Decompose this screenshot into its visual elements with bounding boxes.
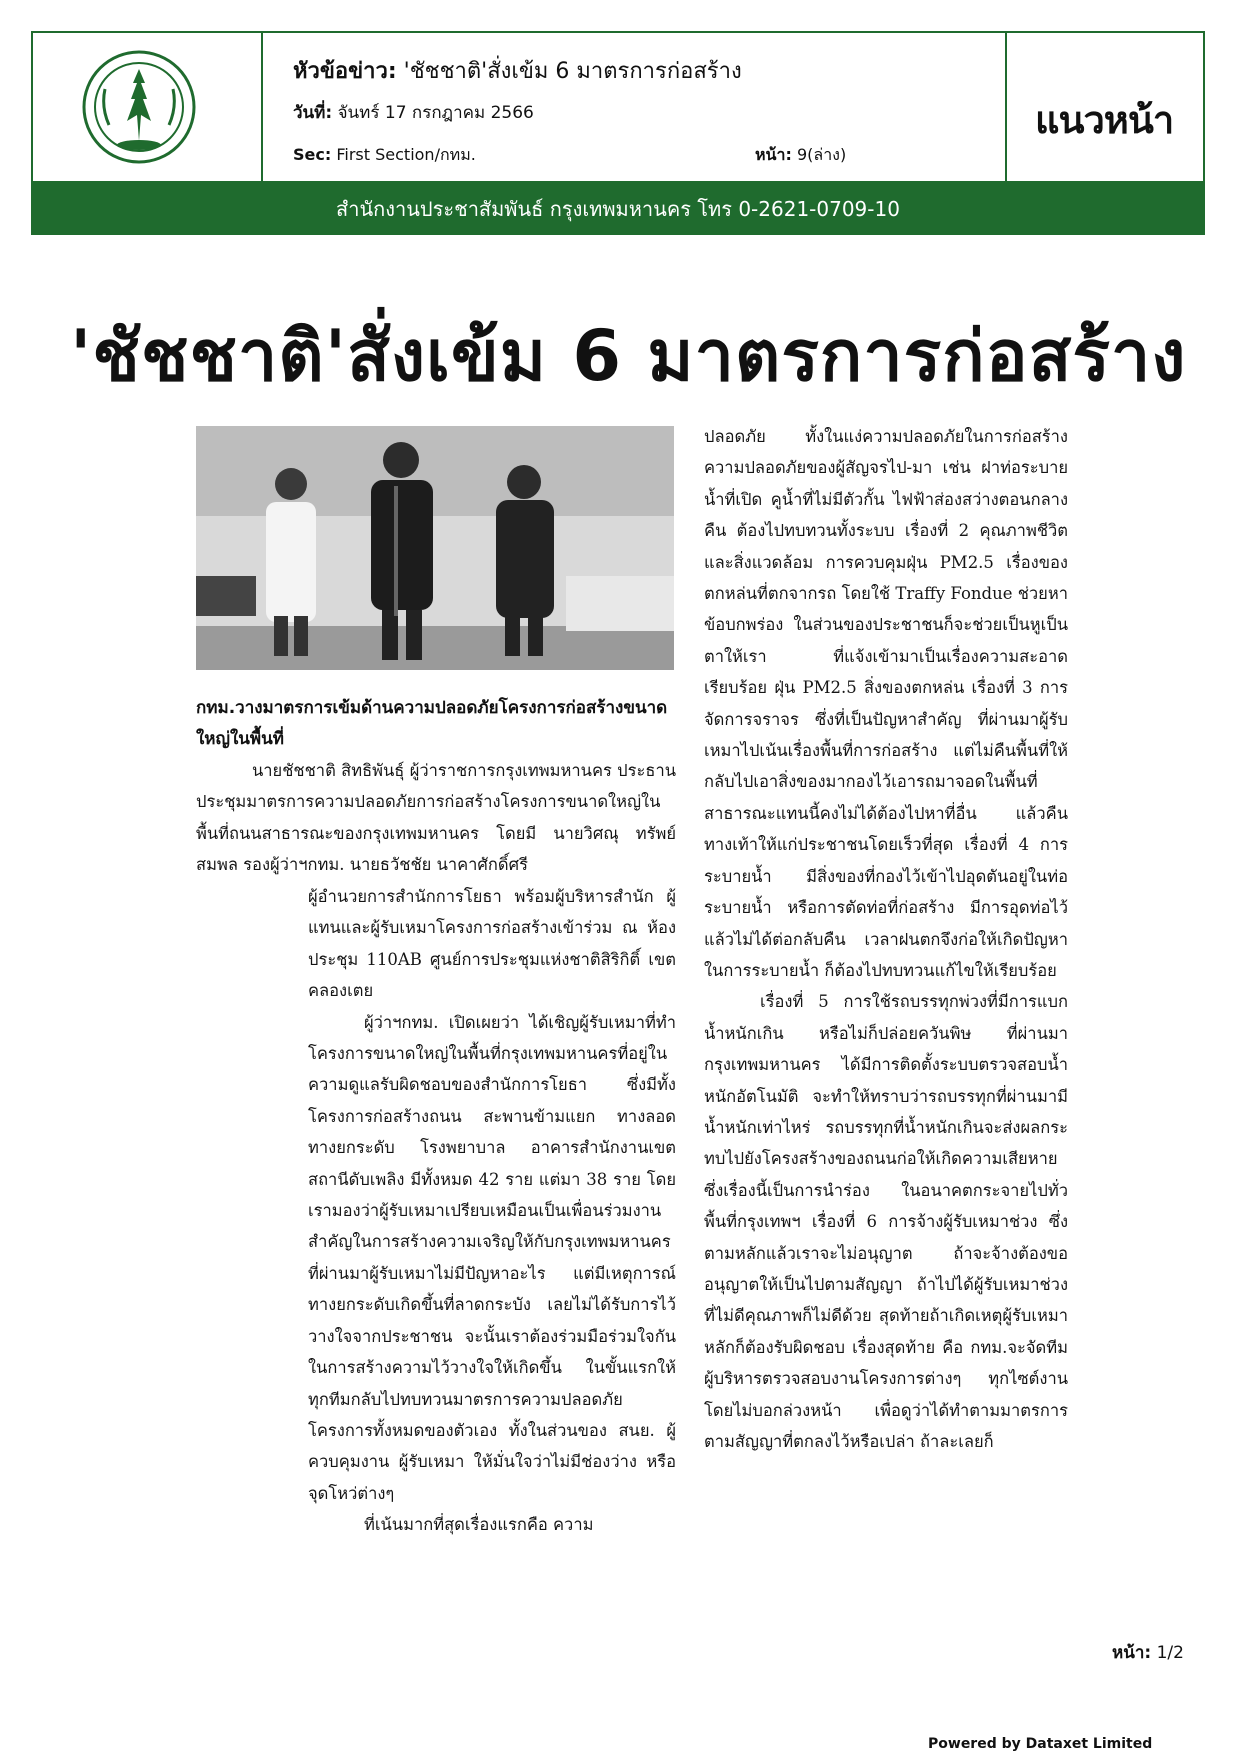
article-paragraph: ปลอดภัย ทั้งในแง่ความปลอดภัยในการก่อสร้าง ความปลอดภัยของผู้สัญจรไป-มา เช่น ฝาท่อระบายน้ำที่เปิด คูน้ำที่ไม่มีตัวกั้น ไฟฟ้าส่องสว่างตอนกลางคืน ต้องไปทบทวนทั้งระบบ เรื่องที่ 2 คุณภาพชีวิตและสิ่งแวดล้อม การควบคุมฝุ่น PM2.5 เรื่องของตกหล่นที่ตกจากรถ โดยใช้ Traffy Fondue ช่วยหาข้อบกพร่อง ในส่วนของประชาชนก็จะช่วยเป็นหูเป็นตาให้เรา ที่แจ้งเข้ามาเป็นเรื่องความสะอาดเรียบร้อย ฝุ่น PM2.5 สิ่งของตกหล่น เรื่องที่ 3 การจัดการจราจร ซึ่งที่เป็นปัญหาสำคัญ ที่ผ่านมาผู้รับเหมาไปเน้นเรื่องพื้นที่การก่อสร้าง แต่ไม่คืนพื้นที่ให้ กลับไปเอาสิ่งของมากองไว้เอารถมาจอดในพื้นที่สาธารณะแทนนี้คงไม่ได้ต้องไปหาที่อื่น แล้วคืนทางเท้าให้แก่ประชาชนโดยเร็วที่สุด เรื่องที่ 4 การระบายน้ำ มีสิ่งของที่กองไว้เข้าไปอุดตันอยู่ในท่อระบายน้ำ หรือการตัดท่อที่ก่อสร้าง มีการอุดท่อไว้แล้วไม่ได้ต่อกลับคืน เวลาฝนตกจึงก่อให้เกิดปัญหาในการระบายน้ำ ก็ต้องไปทบทวนแก้ไขให้เรียบร้อย: [704, 427, 1068, 980]
article-paragraph: เรื่องที่ 5 การใช้รถบรรทุกพ่วงที่มีการแบกน้ำหนักเกิน หรือไม่ก็ปล่อยควันพิษ ที่ผ่านมากรุงเทพมหานคร ได้มีการติดตั้งระบบตรวจสอบน้ำหนักอัตโนมัติ จะทำให้ทราบว่ารถบรรทุกที่ผ่านมามีน้ำหนักเท่าไหร่ รถบรรทุกที่น้ำหนักเกินจะส่งผลกระทบไปยังโครงสร้างของถนนก่อให้เกิดความเสียหาย ซึ่งเรื่องนี้เป็นการนำร่อง ในอนาคตกระจายไปทั่วพื้นที่กรุงเทพฯ เรื่องที่ 6 การจ้างผู้รับเหมาช่วง ซึ่งตามหลักแล้วเราจะไม่อนุญาต ถ้าจะจ้างต้องขออนุญาตให้เป็นไปตามสัญญา ถ้าไปได้ผู้รับเหมาช่วงที่ไม่ดีคุณภาพก็ไม่ดีด้วย สุดท้ายถ้าเกิดเหตุผู้รับเหมาหลักก็ต้องรับผิดชอบ เรื่องสุดท้าย คือ กทม.จะจัดทีมผู้บริหารตรวจสอบงานโครงการต่างๆ ทุกไซต์งาน โดยไม่บอกล่วงหน้า เพื่อดูว่าได้ทำตามมาตรการตามสัญญาที่ตกลงไว้หรือเปล่า ถ้าละเลยก็: [704, 992, 1068, 1451]
press-conference-photo: [196, 426, 674, 670]
article-title: 'ชัชชาติ'สั่งเข้ม 6 มาตรการก่อสร้าง: [70, 315, 1187, 397]
article-paragraph: ผู้อำนวยการสำนักการโยธา พร้อมผู้บริหารสำนัก ผู้แทนและผู้รับเหมาโครงการก่อสร้างเข้าร่วม ณ ห้องประชุม 110AB ศูนย์การประชุมแห่งชาติสิริกิติ์ เขตคลองเตย: [308, 887, 676, 1001]
article-paragraph: ที่เน้นมากที่สุดเรื่องแรกคือ ความ: [364, 1515, 594, 1535]
photo-caption: กทม.วางมาตรการเข้มด้านความปลอดภัยโครงการก่อสร้างขนาดใหญ่ในพื้นที่: [196, 698, 668, 749]
date-meta: วันที่: จันทร์ 17 กรกฎาคม 2566: [293, 103, 534, 123]
bangkok-city-seal-icon: [81, 49, 197, 165]
article-paragraph: ผู้ว่าฯกทม. เปิดเผยว่า ได้เชิญผู้รับเหมาที่ทำโครงการขนาดใหญ่ในพื้นที่กรุงเทพมหานครที่อยู่ในความดูแลรับผิดชอบของสำนักการโยธา ซึ่งมีทั้งโครงการก่อสร้างถนน สะพานข้ามแยก ทางลอด ทางยกระดับ โรงพยาบาล อาคารสำนักงานเขต สถานีดับเพลิง มีทั้งหมด 42 ราย แต่มา 38 ราย โดยเรามองว่าผู้รับเหมาเปรียบเหมือนเป็นเพื่อนร่วมงานสำคัญในการสร้างความเจริญให้กับกรุงเทพมหานคร ที่ผ่านมาผู้รับเหมาไม่มีปัญหาอะไร แต่มีเหตุการณ์ทางยกระดับเกิดขึ้นที่ลาดกระบัง เลยไม่ได้รับการไว้วางใจจากประชาชน จะนั้นเราต้องร่วมมือร่วมใจกัน ในการสร้างความไว้วางใจให้เกิดขึ้น ในขั้นแรกให้ทุกทีมกลับไปทบทวนมาตรการความปลอดภัยโครงการทั้งหมดของตัวเอง ทั้งในส่วนของ สนย. ผู้ควบคุมงาน ผู้รับเหมา ให้มั่นใจว่าไม่มีช่องว่าง หรือจุดโหว่ต่างๆ: [308, 1012, 676, 1503]
contact-banner: สำนักงานประชาสัมพันธ์ กรุงเทพมหานคร โทร 0-2621-0709-10: [31, 183, 1205, 235]
placement-cell: [1007, 33, 1203, 181]
powered-by: Powered by Dataxet Limited: [928, 1736, 1153, 1752]
logo-cell: [33, 33, 263, 181]
article-photo: [196, 426, 674, 670]
placement-label: แนวหน้า: [1035, 98, 1174, 142]
clipping-info: [263, 33, 1007, 181]
article-middle-column: [308, 881, 676, 1541]
page-counter: หน้า: 1/2: [1112, 1643, 1184, 1663]
headline-meta: หัวข้อข่าว: 'ชัชชาติ'สั่งเข้ม 6 มาตรการก่อสร้าง: [293, 59, 742, 84]
clipping-header: [31, 31, 1205, 183]
page-meta: หน้า: 9(ล่าง): [755, 145, 847, 164]
article-right-column: [704, 421, 1068, 1457]
section-meta: Sec: First Section/กทม.: [293, 145, 476, 164]
article-lead-paragraph: นายชัชชาติ สิทธิพันธุ์ ผู้ว่าราชการกรุงเทพมหานคร ประธานประชุมมาตรการความปลอดภัยการก่อสร้างโครงการขนาดใหญ่ในพื้นที่ถนนสาธารณะของกรุงเทพมหานคร โดยมี นายวิศณุ ทรัพย์สมพล รองผู้ว่าฯกทม. นายธวัชชัย นาคาศักดิ์ศรี: [196, 761, 676, 875]
